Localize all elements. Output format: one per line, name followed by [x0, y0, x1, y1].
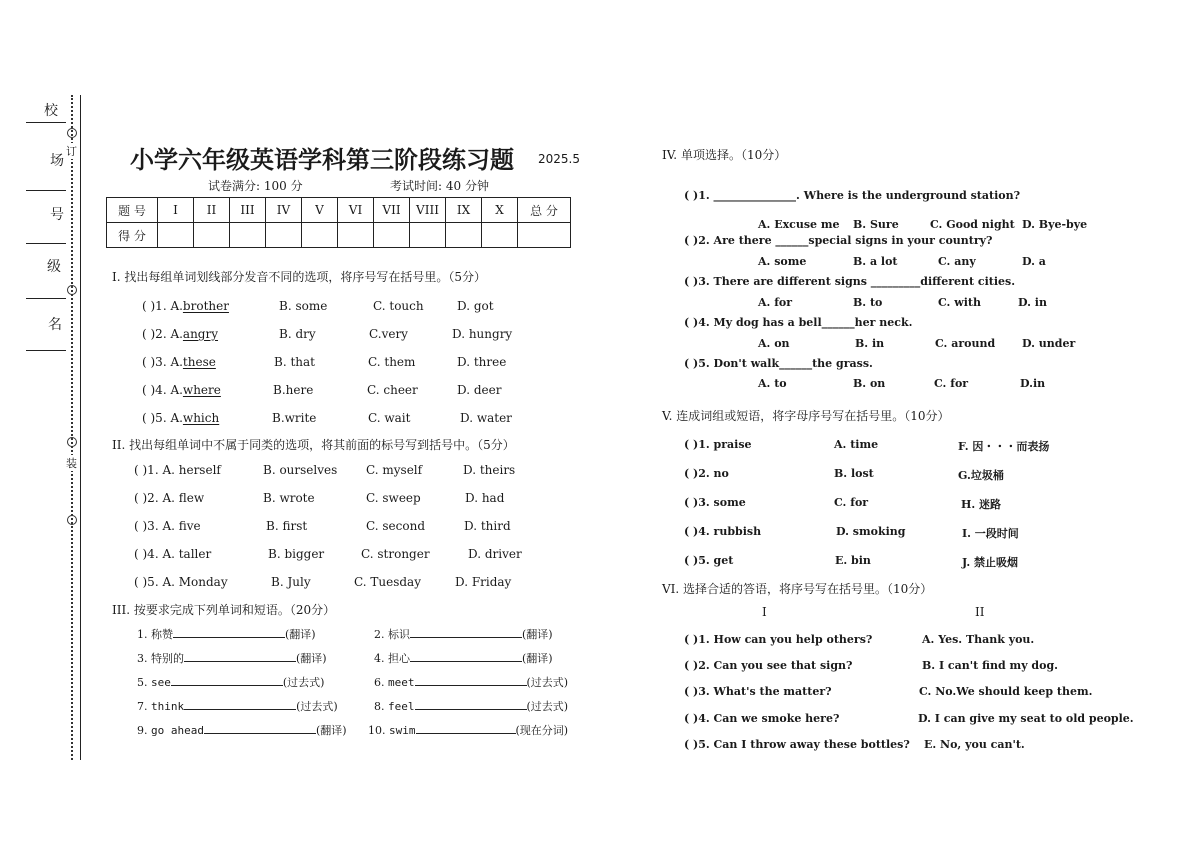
answer-option: C. No.We should keep them. — [919, 685, 1093, 698]
question-row: ( )4. My dog has a bell______her neck. — [684, 316, 913, 329]
exam-date: 2025.5 — [538, 152, 580, 166]
score-cell: III — [230, 198, 266, 223]
question-row: ( )5. A.which — [142, 411, 220, 425]
option-c: C. sweep — [366, 491, 421, 505]
score-cell: 题 号 — [107, 198, 158, 223]
margin-label-number: 号 — [50, 207, 64, 223]
match-right: H. 迷路 — [961, 498, 1002, 511]
option-c: C. stronger — [361, 547, 430, 561]
answer-option: D. I can give my seat to old people. — [918, 712, 1134, 725]
fill-item: 10. swim (现在分词) — [368, 724, 569, 737]
option-d: D. Friday — [455, 575, 512, 589]
section-5-title: V. 连成词组或短语，将字母序号写在括号里。（10分） — [662, 409, 950, 423]
fill-item: 7. think (过去式) — [137, 700, 338, 713]
option-d: D. deer — [457, 383, 502, 397]
score-cell: VI — [338, 198, 374, 223]
score-input-cell[interactable] — [446, 223, 482, 248]
answer-blank[interactable] — [410, 651, 522, 662]
margin-rule — [80, 95, 81, 760]
score-input-cell[interactable] — [374, 223, 410, 248]
score-cell: VII — [374, 198, 410, 223]
answer-option: E. No, you can't. — [924, 738, 1025, 751]
fill-item: 4. 担心 (翻译) — [374, 652, 553, 665]
match-middle: E. bin — [835, 554, 871, 567]
option-c: C. second — [366, 519, 425, 533]
seal-circle — [67, 437, 77, 447]
margin-underline — [26, 350, 66, 351]
answer-blank[interactable] — [416, 723, 516, 734]
question-row: ( )4. A.where — [142, 383, 221, 397]
option-b: B. Sure — [853, 218, 899, 231]
option-a: A. Excuse me — [758, 218, 840, 231]
question-row: ( )5. A. Monday — [134, 575, 228, 589]
section-4-title: IV. 单项选择。（10分） — [662, 148, 787, 162]
option-c: C. them — [368, 355, 416, 369]
question-row: ( )2. A.angry — [142, 327, 219, 341]
option-d: D.in — [1020, 377, 1046, 390]
answer-option: A. Yes. Thank you. — [922, 633, 1035, 646]
option-c: C. wait — [368, 411, 411, 425]
question-row: ( )1. _______________. Where is the underground station? — [684, 189, 1021, 202]
question-row: ( )4. Can we smoke here? — [684, 712, 840, 725]
margin-label-room: 场 — [50, 153, 64, 169]
option-b: B. ourselves — [263, 463, 338, 477]
score-cell: 得 分 — [107, 223, 158, 248]
option-b: B. wrote — [263, 491, 315, 505]
score-table-header-row — [107, 198, 571, 223]
margin-underline — [26, 243, 66, 244]
question-row: ( )2. no — [684, 467, 729, 480]
score-cell: II — [194, 198, 230, 223]
score-cell: VIII — [410, 198, 446, 223]
option-c: C. Good night — [930, 218, 1015, 231]
option-b: B.here — [273, 383, 314, 397]
column-header-2: II — [975, 605, 985, 619]
option-d: D. driver — [468, 547, 522, 561]
option-b: B. to — [853, 296, 883, 309]
question-row: ( )1. praise — [684, 438, 752, 451]
score-cell: V — [302, 198, 338, 223]
score-input-cell[interactable] — [158, 223, 194, 248]
seal-circle — [67, 515, 77, 525]
score-cell: I — [158, 198, 194, 223]
score-table — [106, 197, 571, 248]
score-table-score-row — [107, 223, 571, 248]
time-limit: 考试时间: 40 分钟 — [390, 179, 489, 193]
option-d: D. water — [460, 411, 512, 425]
option-b: B. a lot — [853, 255, 898, 268]
fill-item: 2. 标识 (翻译) — [374, 628, 553, 641]
option-d: D. three — [457, 355, 507, 369]
seal-circle — [67, 285, 77, 295]
option-d: D. hungry — [452, 327, 513, 341]
margin-label-school: 校 — [44, 103, 58, 119]
option-d: D. under — [1022, 337, 1076, 350]
match-middle: D. smoking — [836, 525, 906, 538]
margin-underline — [26, 122, 66, 123]
score-cell: X — [482, 198, 518, 223]
match-middle: B. lost — [834, 467, 874, 480]
question-row: ( )5. Can I throw away these bottles? — [684, 738, 910, 751]
question-row: ( )3. A.these — [142, 355, 216, 369]
question-row: ( )5. Don't walk______the grass. — [684, 357, 873, 370]
match-right: J. 禁止吸烟 — [962, 556, 1019, 569]
option-c: C. around — [935, 337, 996, 350]
score-input-cell[interactable] — [482, 223, 518, 248]
margin-label-class: 级 — [47, 259, 61, 275]
option-c: C. for — [934, 377, 969, 390]
question-row: ( )1. How can you help others? — [684, 633, 873, 646]
fill-item: 8. feel (过去式) — [374, 700, 569, 713]
match-middle: C. for — [834, 496, 869, 509]
option-c: C. myself — [366, 463, 423, 477]
margin-underline — [26, 298, 66, 299]
option-b: B. bigger — [268, 547, 325, 561]
answer-blank[interactable] — [415, 699, 527, 710]
answer-blank[interactable] — [415, 675, 527, 686]
margin-underline — [26, 190, 66, 191]
option-d: D. had — [465, 491, 505, 505]
answer-blank[interactable] — [171, 675, 283, 686]
question-row: ( )1. A.brother — [142, 299, 229, 313]
option-a: A. to — [758, 377, 787, 390]
seal-char: 订 — [66, 145, 77, 158]
option-a: A. on — [758, 337, 790, 350]
score-input-cell[interactable] — [266, 223, 302, 248]
option-b: B. dry — [279, 327, 316, 341]
answer-blank[interactable] — [204, 723, 316, 734]
fill-item: 6. meet (过去式) — [374, 676, 569, 689]
question-row: ( )3. There are different signs _________different cities. — [684, 275, 1016, 288]
answer-option: B. I can't find my dog. — [922, 659, 1058, 672]
option-a: A. some — [758, 255, 807, 268]
seal-char: 装 — [66, 457, 77, 470]
option-b: B. in — [855, 337, 885, 350]
section-1-title: I. 找出每组单词划线部分发音不同的选项，将序号写在括号里。（5分） — [112, 270, 487, 284]
option-d: D. theirs — [463, 463, 516, 477]
question-row: ( )2. Can you see that sign? — [684, 659, 853, 672]
question-row: ( )4. A. taller — [134, 547, 212, 561]
fill-item: 5. see (过去式) — [137, 676, 325, 689]
question-row: ( )2. A. flew — [134, 491, 205, 505]
option-d: D. a — [1022, 255, 1046, 268]
option-b: B.write — [272, 411, 317, 425]
option-a: A. for — [758, 296, 793, 309]
score-cell: IX — [446, 198, 482, 223]
section-3-title: III. 按要求完成下列单词和短语。（20分） — [112, 603, 336, 617]
page-title: 小学六年级英语学科第三阶段练习题 — [130, 146, 514, 174]
option-c: C.very — [369, 327, 408, 341]
margin-label-name: 名 — [48, 317, 62, 333]
option-c: C. any — [938, 255, 976, 268]
fill-item: 1. 称赞 (翻译) — [137, 628, 316, 641]
option-c: C. Tuesday — [354, 575, 421, 589]
fill-item: 9. go ahead (翻译) — [137, 724, 347, 737]
score-input-cell[interactable] — [302, 223, 338, 248]
option-d: D. in — [1018, 296, 1047, 309]
full-score: 试卷满分: 100 分 — [208, 179, 303, 193]
option-b: B. July — [271, 575, 311, 589]
option-c: C. with — [938, 296, 981, 309]
option-c: C. touch — [373, 299, 424, 313]
option-b: B. that — [274, 355, 315, 369]
score-input-cell[interactable] — [230, 223, 266, 248]
score-input-cell[interactable] — [338, 223, 374, 248]
column-header-1: I — [762, 605, 767, 619]
answer-blank[interactable] — [173, 627, 285, 638]
question-row: ( )4. rubbish — [684, 525, 762, 538]
question-row: ( )2. Are there ______special signs in your country? — [684, 234, 993, 247]
cut-line-dots — [71, 95, 73, 760]
score-input-cell[interactable] — [518, 223, 571, 248]
answer-blank[interactable] — [184, 699, 296, 710]
option-b: B. on — [853, 377, 886, 390]
section-2-title: II. 找出每组单词中不属于同类的选项，将其前面的标号写到括号中。（5分） — [112, 438, 515, 452]
option-b: B. some — [279, 299, 328, 313]
answer-blank[interactable] — [184, 651, 296, 662]
match-middle: A. time — [834, 438, 879, 451]
score-cell: 总 分 — [518, 198, 571, 223]
section-6-title: VI. 选择合适的答语，将序号写在括号里。（10分） — [662, 582, 933, 596]
score-input-cell[interactable] — [410, 223, 446, 248]
fill-item: 3. 特别的 (翻译) — [137, 652, 327, 665]
match-right: I. 一段时间 — [962, 527, 1019, 540]
answer-blank[interactable] — [410, 627, 522, 638]
option-c: C. cheer — [367, 383, 418, 397]
question-row: ( )5. get — [684, 554, 734, 567]
question-row: ( )3. What's the matter? — [684, 685, 832, 698]
option-b: B. first — [266, 519, 308, 533]
question-row: ( )1. A. herself — [134, 463, 221, 477]
option-d: D. Bye-bye — [1022, 218, 1088, 231]
score-input-cell[interactable] — [194, 223, 230, 248]
seal-circle — [67, 128, 77, 138]
match-right: F. 因・・・而表扬 — [958, 440, 1050, 453]
score-cell: IV — [266, 198, 302, 223]
match-right: G.垃圾桶 — [958, 469, 1004, 482]
question-row: ( )3. some — [684, 496, 746, 509]
option-d: D. third — [464, 519, 511, 533]
option-d: D. got — [457, 299, 494, 313]
question-row: ( )3. A. five — [134, 519, 201, 533]
